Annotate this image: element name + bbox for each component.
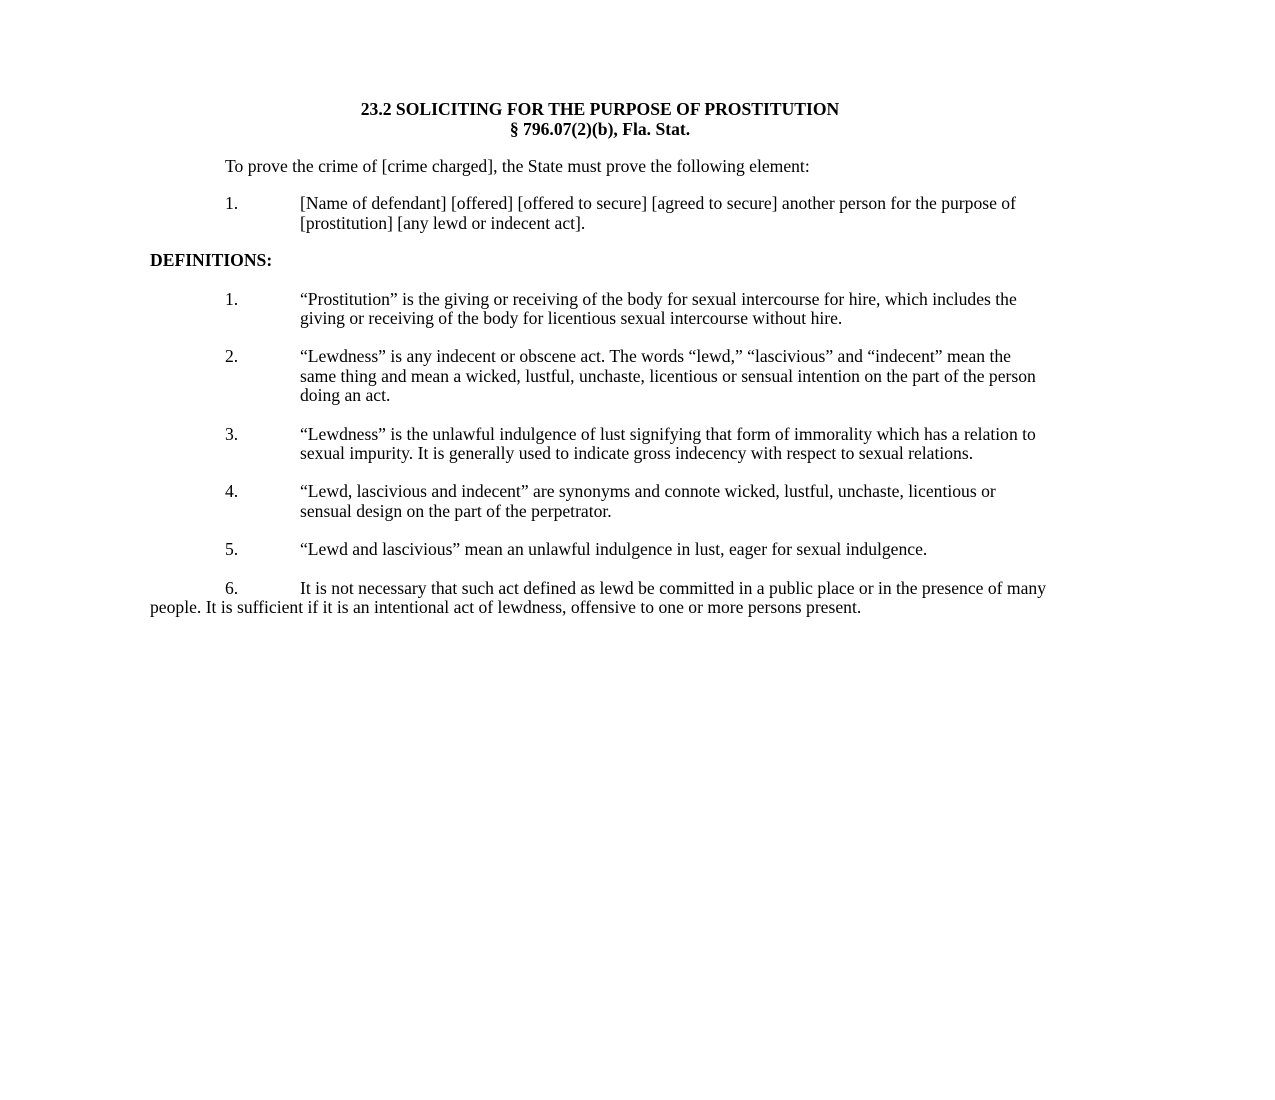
title-line-2: § 796.07(2)(b), Fla. Stat.	[509, 119, 691, 139]
definition-text: “Lewd and lascivious” mean an unlawful indulgence in lust, eager for sexual indulgence.	[300, 539, 928, 560]
document-title	[150, 99, 1050, 139]
definition-number: 4.	[225, 481, 239, 502]
final-paragraph	[150, 579, 1050, 618]
definition-number: 3.	[225, 423, 239, 444]
document-page	[150, 99, 1050, 618]
definition-item	[150, 290, 1050, 329]
definition-text: “Lewd, lascivious and indecent” are synonyms and connote wicked, lustful, unchaste, licentious or sensual design on the part of the perpetrator.	[300, 481, 996, 521]
definition-text: “Lewdness” is the unlawful indulgence of lust signifying that form of immorality which has a relation to sexual impurity. It is generally used to indicate gross indecency with respect to sexual relations.	[300, 423, 1036, 464]
element-number: 1.	[225, 193, 239, 214]
definition-text: “Lewdness” is any indecent or obscene act. The words “lewd,” “lascivious” and “indecent” mean the same thing and mean a wicked, lustful, unchaste, licentious or sensual intention on the part of the person doing an act.	[300, 346, 1036, 406]
element-item	[150, 194, 1050, 233]
definitions-heading: DEFINITIONS:	[150, 250, 273, 271]
definition-number: 1.	[225, 288, 239, 309]
intro-paragraph: To prove the crime of [crime charged], the State must prove the following element:	[225, 156, 810, 176]
elements-list	[150, 194, 1050, 233]
definition-number: 5.	[225, 539, 239, 560]
element-text: [Name of defendant] [offered] [offered to secure] [agreed to secure] another person for the purpose of [prostitution] [any lewd or indecent act].	[300, 193, 1016, 233]
definitions-list	[150, 290, 1050, 560]
definition-number: 2.	[225, 346, 239, 367]
definition-item	[150, 540, 1050, 559]
definition-item	[150, 425, 1050, 464]
title-line-1: 23.2 SOLICITING FOR THE PURPOSE OF PROSTITUTION	[360, 99, 840, 119]
definition-text: “Prostitution” is the giving or receiving of the body for sexual intercourse for hire, which includes the giving or receiving of the body for licentious sexual intercourse without hire.	[300, 288, 1017, 329]
definition-item	[150, 347, 1050, 405]
definition-item	[150, 482, 1050, 521]
final-paragraph-text: It is not necessary that such act defined as lewd be committed in a public place or in the presence of many people. It is sufficient if it is an intentional act of lewdness, offensive to one or more persons present.	[150, 577, 1047, 618]
final-paragraph-number: 6.	[225, 577, 239, 598]
